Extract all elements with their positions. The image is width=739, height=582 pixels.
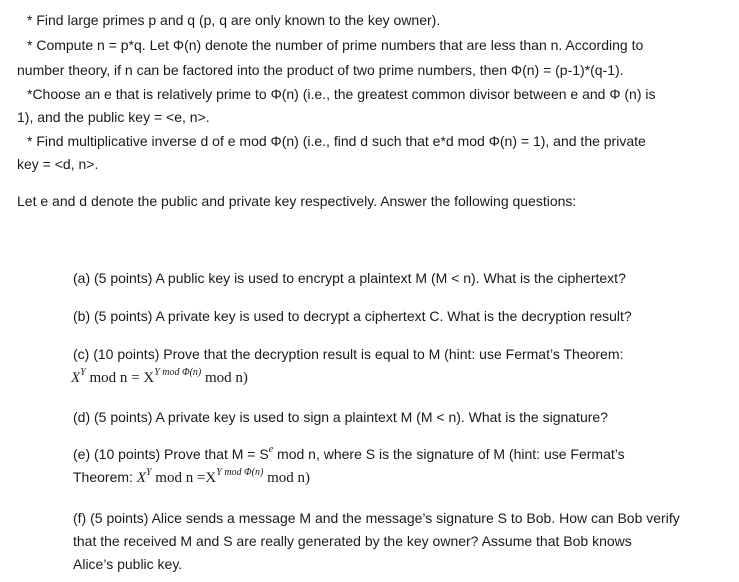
question-e-text-end: mod n, where S is the signature of M (hint: use Fermat’s: [273, 446, 625, 462]
intro-line-3: number theory, if n can be factored into the product of two prime numbers, then Φ(n) = (p-1)*(q-1).: [17, 62, 624, 78]
question-e-text-start: (e) (10 points) Prove that M = S: [73, 446, 269, 462]
question-f-line-2: that the received M and S are really generated by the key owner? Assume that Bob knows: [73, 533, 632, 549]
question-e-theorem-label: Theorem:: [73, 469, 137, 485]
question-f-line-1: (f) (5 points) Alice sends a message M and the message’s signature S to Bob. How can Bob verify: [73, 510, 680, 526]
question-c-line-1: (c) (10 points) Prove that the decryption result is equal to M (hint: use Fermat’s Theorem:: [73, 346, 624, 362]
question-c-formula: [71, 368, 248, 390]
formula-mod: mod n =X: [151, 470, 217, 486]
intro-line-7: key = <d, n>.: [17, 156, 99, 172]
question-e-line-1: [73, 444, 625, 467]
question-e-exponent: e: [268, 444, 274, 455]
question-e-line-2: [73, 467, 310, 490]
formula-x: X: [71, 370, 81, 386]
question-f-line-3: Alice’s public key.: [73, 556, 183, 572]
formula-exponent-mod: Y mod Φ(n): [154, 367, 202, 378]
formula-exponent-mod: Y mod Φ(n): [216, 467, 264, 478]
formula-exponent: Y: [80, 367, 86, 378]
formula-tail: mod n): [201, 370, 248, 386]
intro-line-5: 1), and the public key = <e, n>.: [17, 109, 210, 125]
intro-line-2: * Compute n = p*q. Let Φ(n) denote the number of prime numbers that are less than n. According to: [27, 37, 644, 53]
question-a: (a) (5 points) A public key is used to encrypt a plaintext M (M < n). What is the ciphertext?: [73, 270, 626, 286]
intro-line-1: * Find large primes p and q (p, q are only known to the key owner).: [27, 12, 441, 28]
formula-exponent: Y: [145, 467, 152, 478]
question-b: (b) (5 points) A private key is used to decrypt a ciphertext C. What is the decryption result?: [73, 308, 632, 324]
prompt-text: Let e and d denote the public and private key respectively. Answer the following questions:: [17, 193, 577, 209]
question-d: (d) (5 points) A private key is used to sign a plaintext M (M < n). What is the signature?: [73, 409, 608, 425]
formula-tail: mod n): [263, 470, 310, 486]
formula-mod: mod n = X: [85, 370, 155, 386]
formula-x: X: [136, 470, 146, 486]
intro-line-6: * Find multiplicative inverse d of e mod Φ(n) (i.e., find d such that e*d mod Φ(n) = 1), and the private: [27, 133, 646, 149]
intro-line-4: *Choose an e that is relatively prime to Φ(n) (i.e., the greatest common divisor between e and Φ (n) is: [27, 86, 656, 102]
